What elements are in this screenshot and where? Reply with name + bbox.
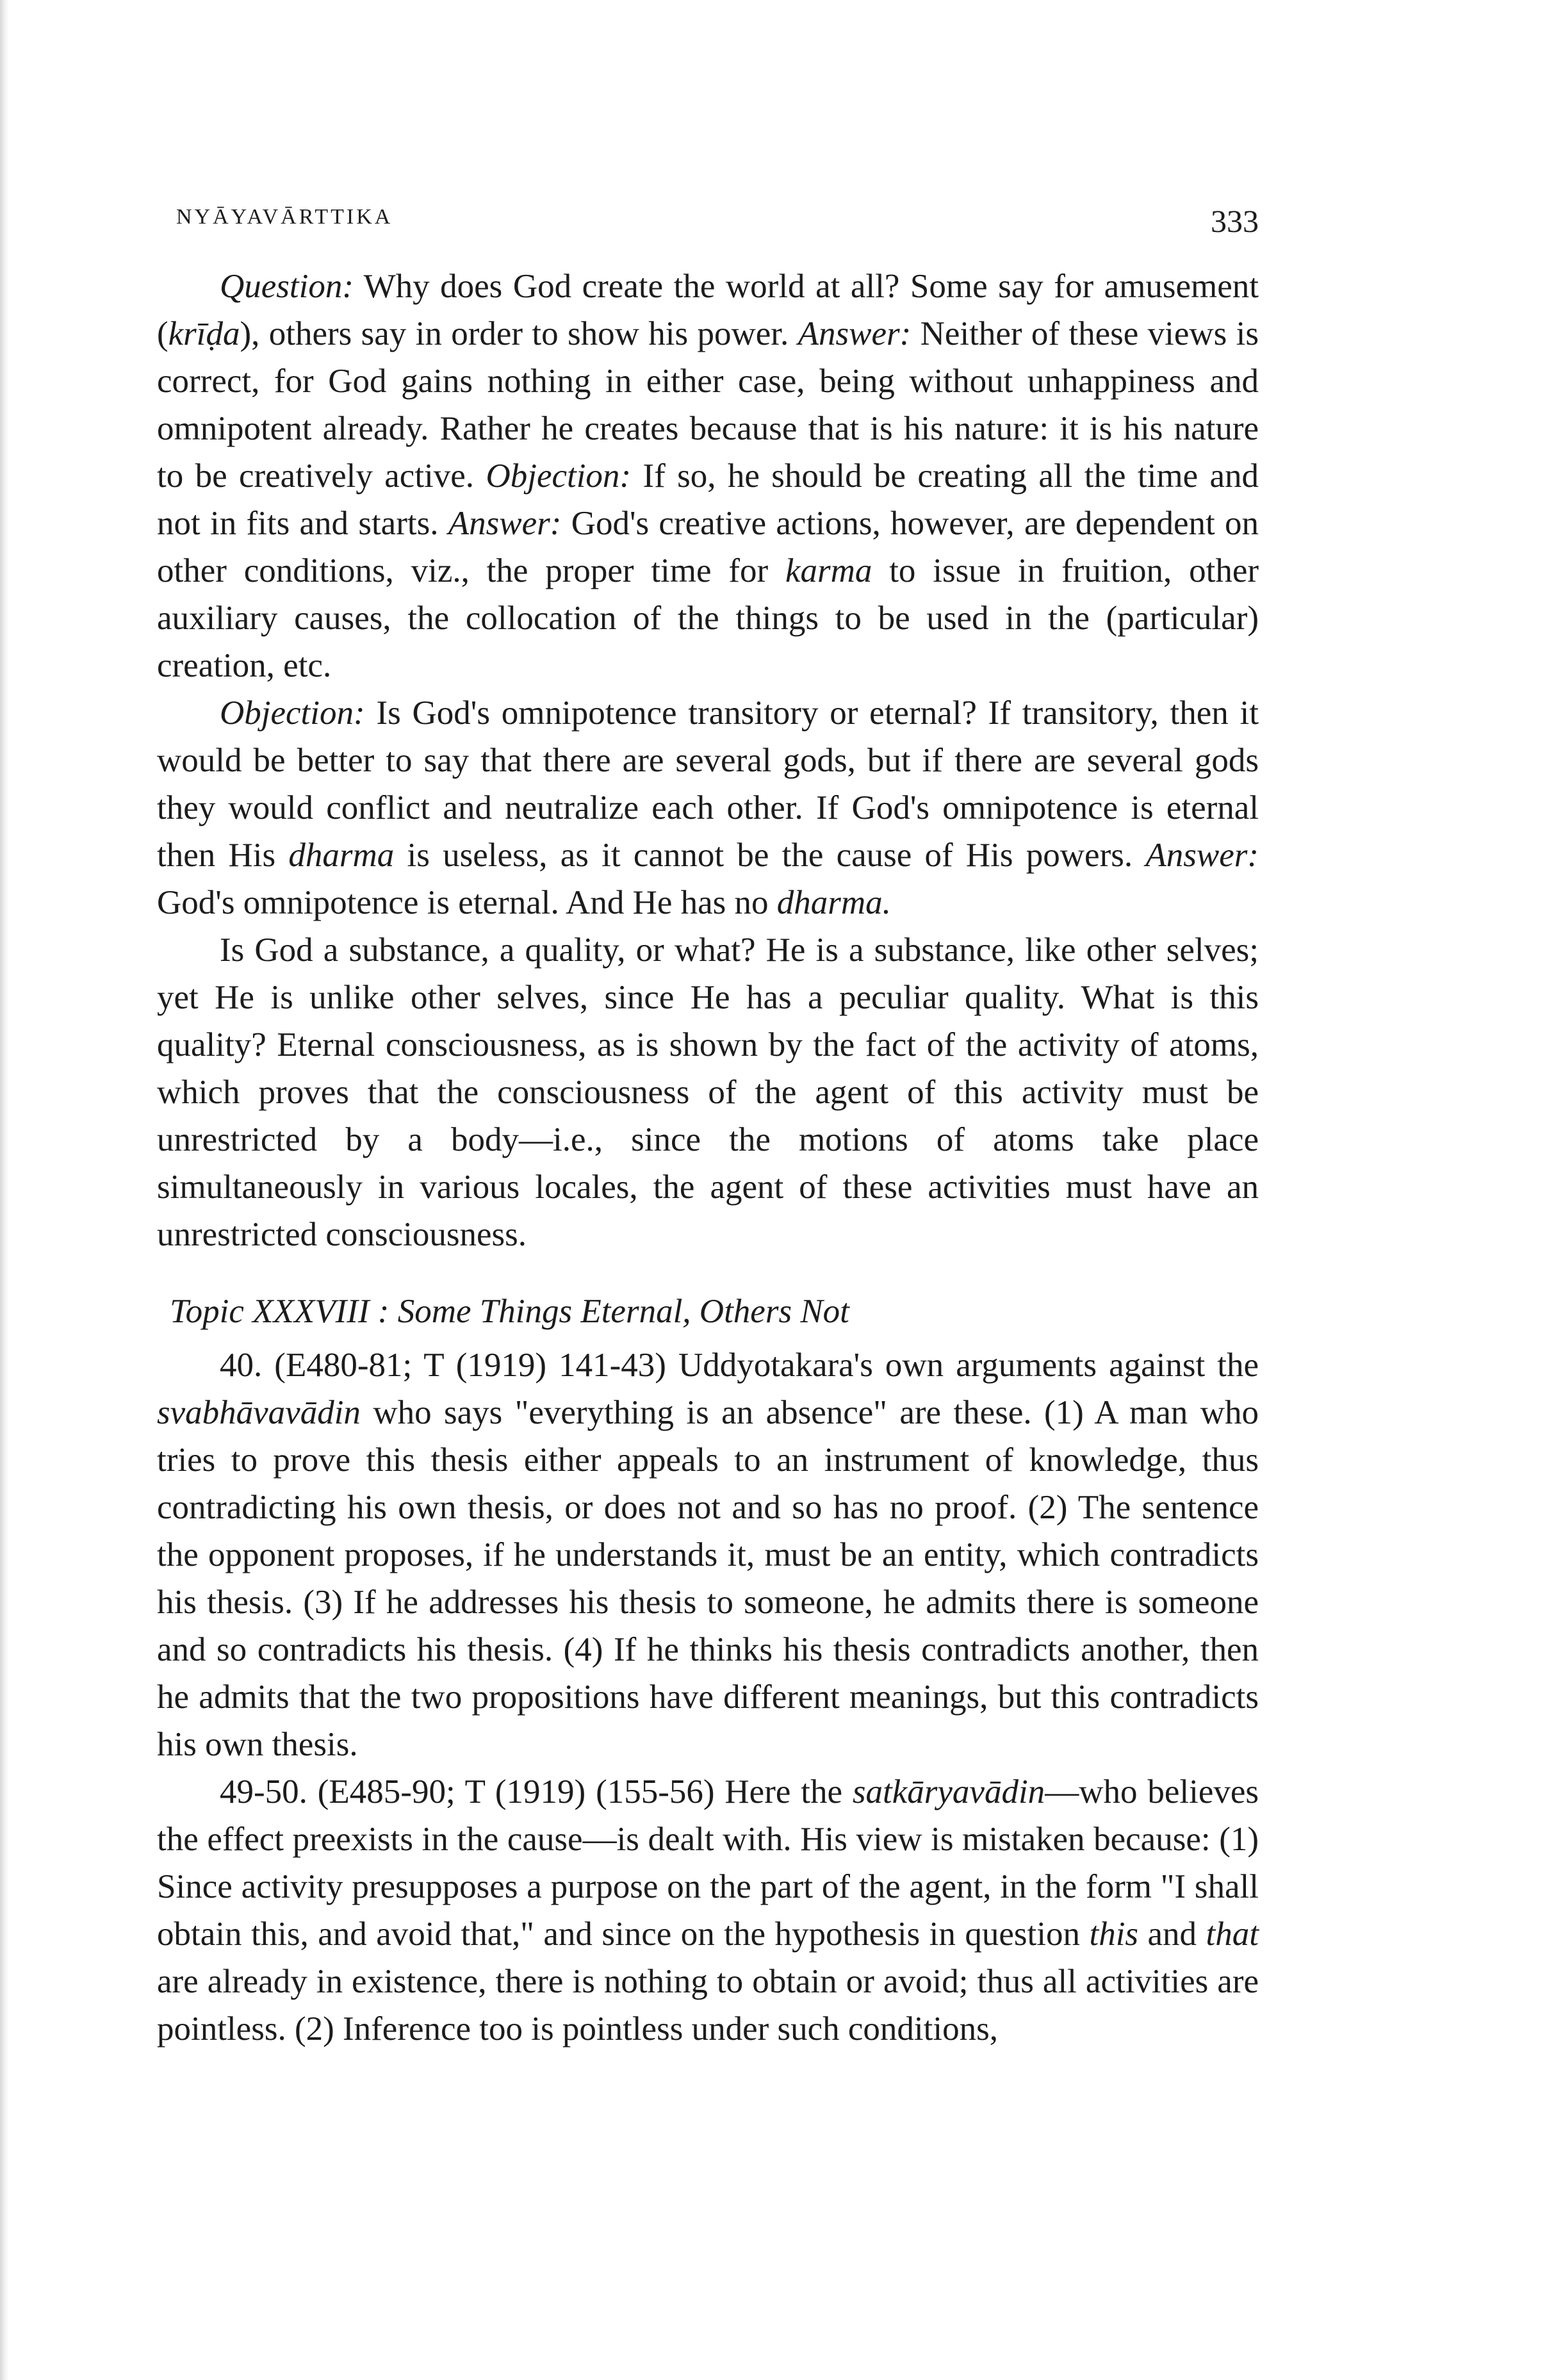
- paragraph-question: [157, 263, 1259, 689]
- running-head: [157, 192, 1259, 263]
- objection-label: Objection:: [486, 457, 632, 495]
- p1-text-5: God's creative actions, however, are dependent on other conditions, viz., the proper time for: [157, 505, 1259, 589]
- p1-text-2: ), others say in order to show his power.: [240, 315, 798, 352]
- paragraph-40: [157, 1342, 1259, 1768]
- p1-text-4: If so, he should be creating all the time and not in fits and starts.: [157, 457, 1259, 542]
- p1-text-1: Why does God create the world at all? Some say for amusement (: [157, 268, 1259, 352]
- p1-text-6: to issue in fruition, other auxiliary causes, the collocation of the things to be used in the (particular) creation, etc.: [157, 552, 1259, 684]
- term-karma: karma: [785, 552, 872, 589]
- paragraph-objection: [157, 689, 1259, 926]
- term-that: that: [1206, 1916, 1259, 1953]
- objection-label-2: Objection:: [220, 694, 365, 732]
- p1-text-3: Neither of these views is correct, for God gains nothing in either case, being without unhappiness and omnipotent already. Rather he creates because that is his nature: it is his nature to be creatively active.: [157, 315, 1259, 495]
- answer-label-3: Answer:: [1145, 837, 1259, 874]
- book-page: [157, 192, 1259, 2053]
- scan-edge-shadow: [0, 0, 9, 2380]
- answer-label: Answer:: [798, 315, 912, 352]
- topic-heading: Topic XXXVIII : Some Things Eternal, Others Not: [170, 1293, 849, 1330]
- term-krida: krīḍa: [168, 315, 240, 352]
- term-this: this: [1089, 1916, 1139, 1953]
- term-svabhavavadin: svabhāvavādin: [157, 1394, 361, 1431]
- p4-text-1: 40. (E480-81; T (1919) 141-43) Uddyotakara's own arguments against the: [220, 1347, 1259, 1384]
- answer-label-2: Answer:: [448, 505, 562, 542]
- p5-text-4: are already in existence, there is nothing to obtain or avoid; thus all activities are pointless. (2) Inference too is pointless under such conditions,: [157, 1963, 1259, 2048]
- p5-text-2: —who believes the effect preexists in the cause—is dealt with. His view is mistaken because: (1) Since activity presupposes a purpose on the part of the agent, in the form "I shall obtain this, and avoid that," and since on the hypothesis in question: [157, 1773, 1259, 1953]
- p5-text-3: and: [1138, 1916, 1206, 1953]
- p2-text-1: Is God's omnipotence transitory or eternal? If transitory, then it would be better to say that there are several gods, but if there are several gods they would conflict and neutralize each other. If God's omnipotence is eternal then His: [157, 694, 1259, 874]
- p2-text-3: God's omnipotence is eternal. And He has no: [157, 884, 777, 921]
- term-dharma-2: dharma.: [776, 884, 891, 921]
- question-label: Question:: [220, 268, 354, 305]
- term-satkaryavadin: satkāryavādin: [852, 1773, 1045, 1810]
- running-title: NYĀYAVĀRTTIKA: [176, 205, 393, 229]
- p2-text-2: is useless, as it cannot be the cause of His powers.: [394, 837, 1146, 874]
- paragraph-49-50: [157, 1768, 1259, 2053]
- term-dharma: dharma: [288, 837, 395, 874]
- paragraph-substance: Is God a substance, a quality, or what? He is a substance, like other selves; yet He is unlike other selves, since He has a peculiar quality. What is this quality? Eternal consciousness, as is shown by the fact of the activity of atoms, which proves that the consciousness of the agent of this activity must be unrestricted by a body—i.e., since the motions of atoms take place simultaneously in various locales, the agent of these activities must have an unrestricted consciousness.: [157, 931, 1259, 1253]
- p5-text-1: 49-50. (E485-90; T (1919) (155-56) Here the: [220, 1773, 853, 1810]
- p4-text-2: who says "everything is an absence" are these. (1) A man who tries to prove this thesis either appeals to an instrument of knowledge, thus contradicting his own thesis, or does not and so has no proof. (2) The sentence the opponent proposes, if he understands it, must be an entity, which contradicts his thesis. (3) If he addresses his thesis to someone, he admits there is someone and so contradicts his thesis. (4) If he thinks his thesis contradicts another, then he admits that the two propositions have different meanings, but this contradicts his own thesis.: [157, 1394, 1259, 1763]
- page-number: 333: [1211, 203, 1259, 239]
